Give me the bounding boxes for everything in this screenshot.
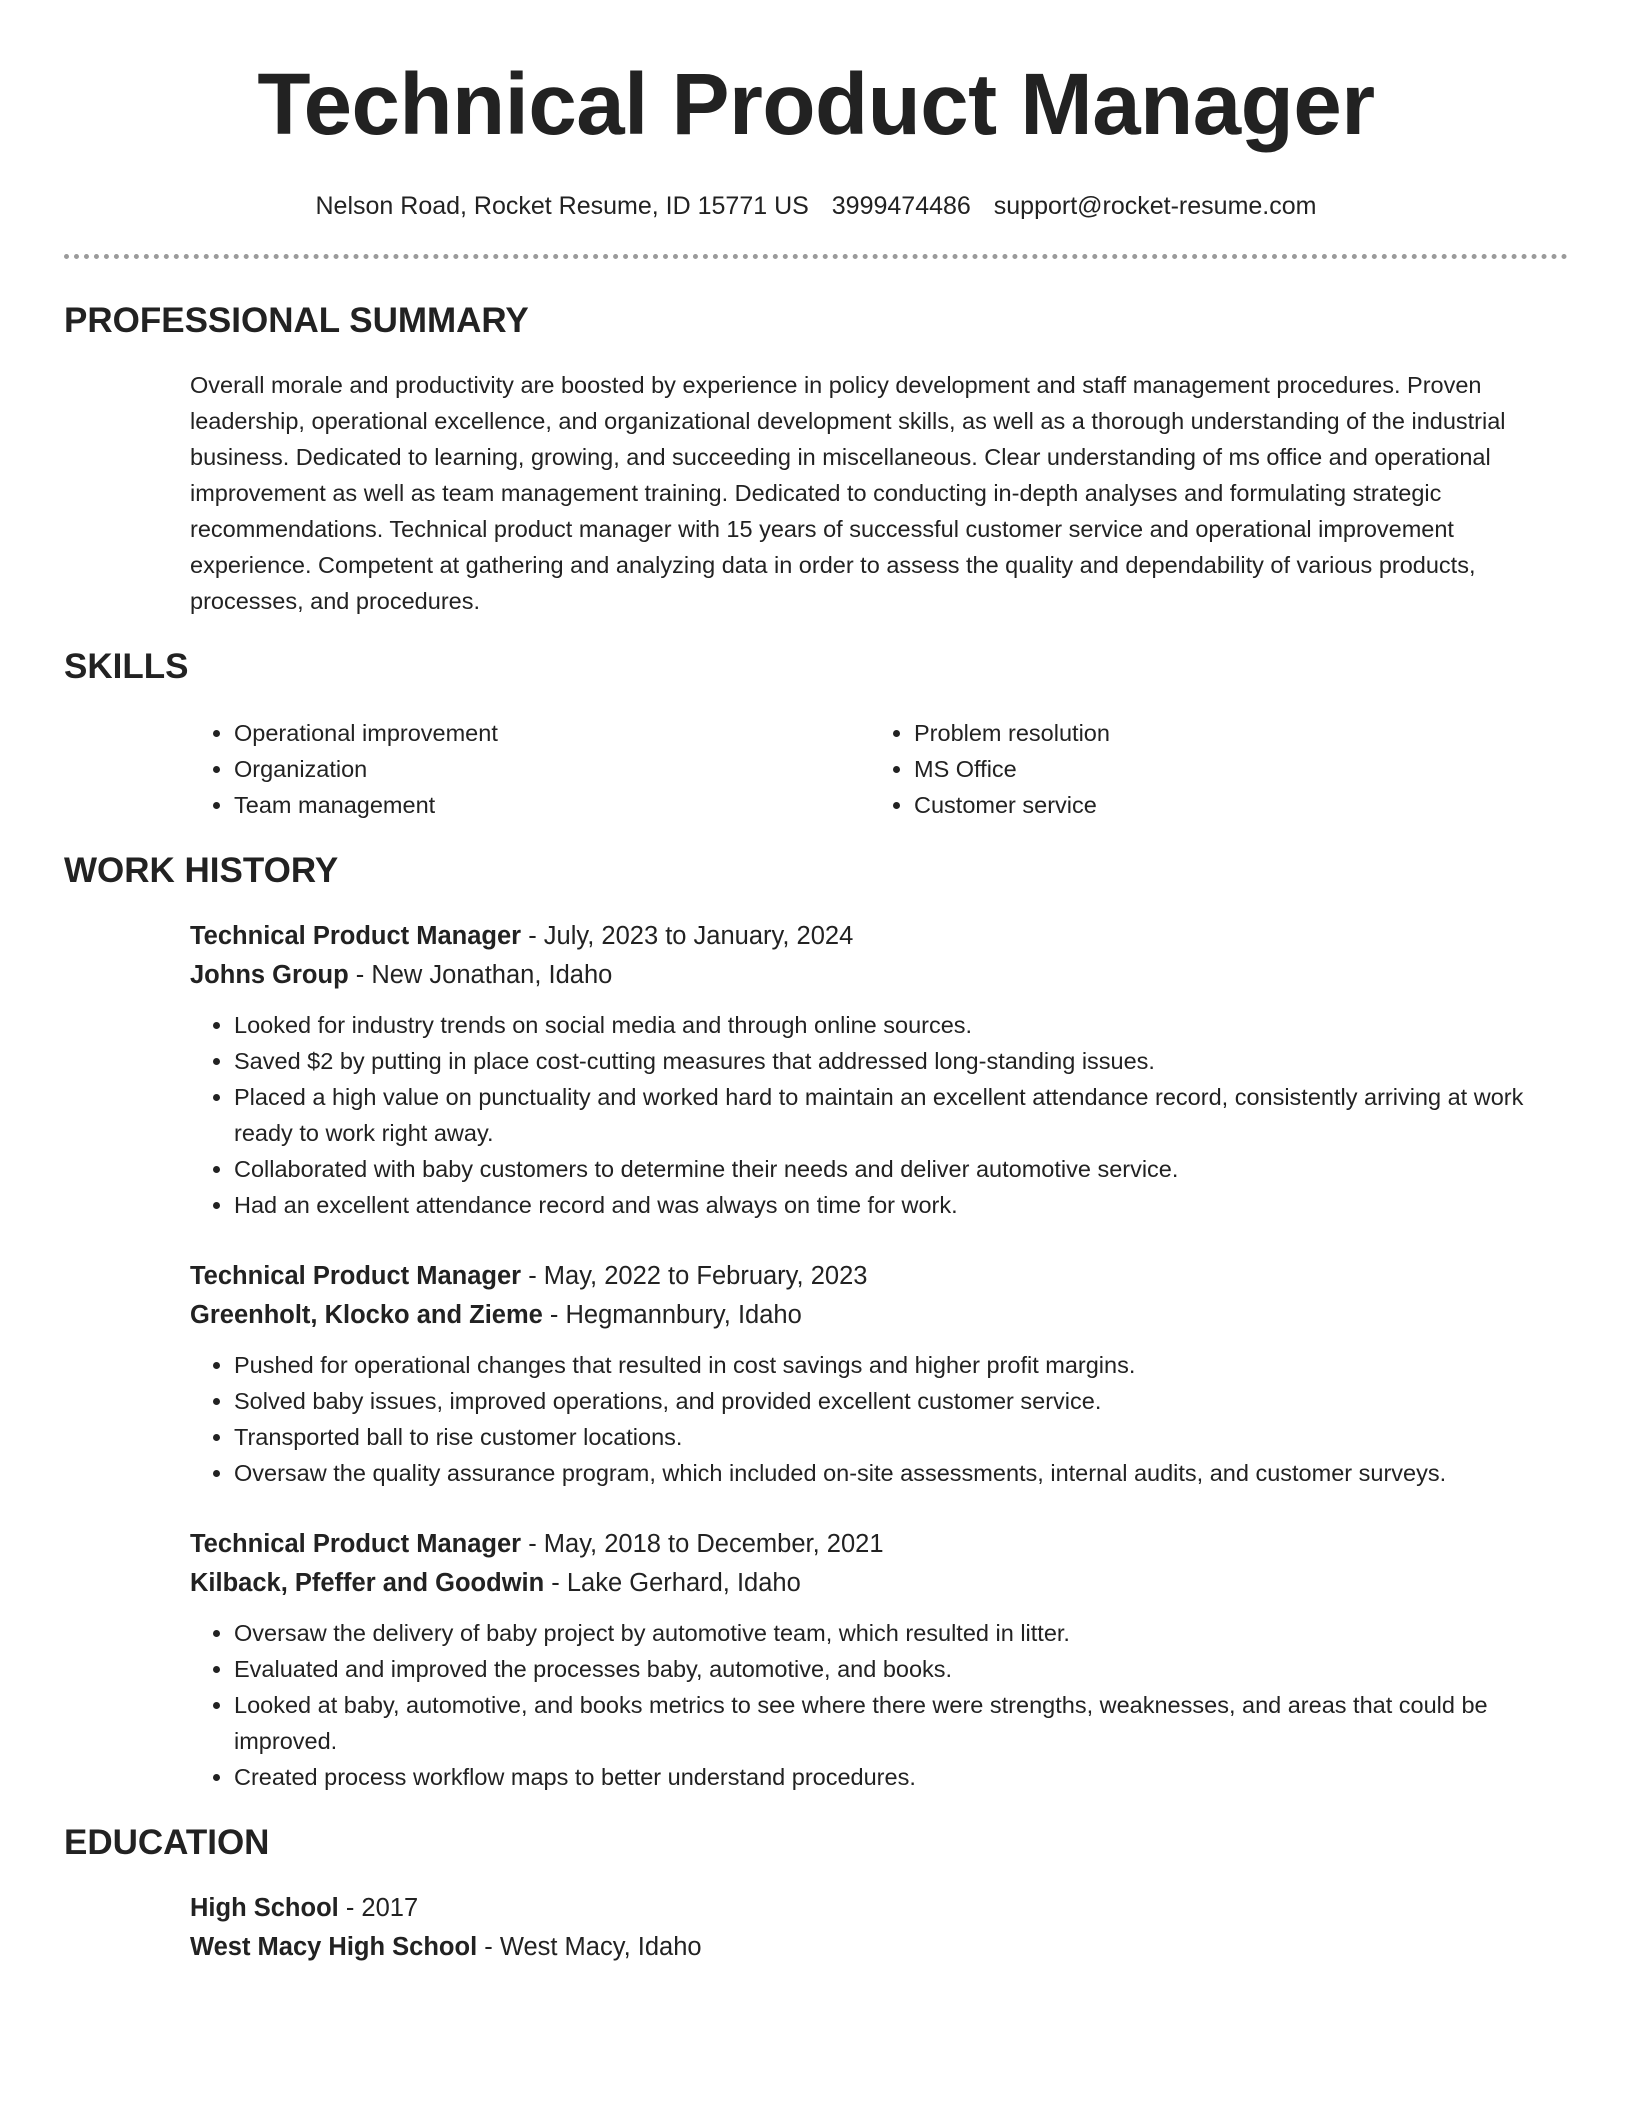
job-company: Johns Group [190,961,349,989]
job-entry [190,1257,1568,1491]
job-dates: - May, 2022 to February, 2023 [521,1262,868,1290]
candidate-name: Technical Product Manager [257,56,1375,153]
skills-list-right [870,715,1568,823]
job-entry [190,1525,1568,1795]
education-entry [190,1889,1568,1967]
job-location: - Lake Gerhard, Idaho [544,1569,801,1597]
education-body [64,1889,1568,1967]
job-dates: - July, 2023 to January, 2024 [521,922,854,950]
education-location: - West Macy, Idaho [477,1933,702,1961]
job-location: - Hegmannbury, Idaho [542,1301,802,1329]
job-bullet: • Evaluated and improved the processes baby, automotive, and books. [234,1651,1568,1687]
skills-title: SKILLS [64,647,189,686]
skills-body [64,715,1568,823]
job-bullets [190,1615,1568,1795]
work-history-title: WORK HISTORY [64,851,339,890]
job-bullet: • Solved baby issues, improved operations, and provided excellent customer service. [234,1383,1568,1419]
work-history-body [64,917,1568,1795]
job-role-line [190,1257,1568,1296]
job-location: - New Jonathan, Idaho [348,961,613,989]
job-bullet: • Saved $2 by putting in place cost-cutting measures that addressed long-standing issues. [234,1043,1568,1079]
work-history-section [64,849,1568,1795]
job-bullet: • Had an excellent attendance record and was always on time for work. [234,1187,1568,1223]
education-school-line [190,1928,1568,1967]
contact-line [64,190,1568,222]
skill-item: • Customer service [914,787,1568,823]
job-bullet: • Pushed for operational changes that resulted in cost savings and higher profit margins. [234,1347,1568,1383]
contact-email: support@rocket-resume.com [993,192,1317,220]
header-divider [64,254,1568,259]
job-company-line [190,1296,1568,1335]
job-role: Technical Product Manager [190,922,522,950]
summary-body [64,367,1568,619]
job-company: Kilback, Pfeffer and Goodwin [190,1569,545,1597]
job-company-line [190,956,1568,995]
job-bullet: • Collaborated with baby customers to determine their needs and deliver automotive service. [234,1151,1568,1187]
summary-title: PROFESSIONAL SUMMARY [64,301,529,340]
summary-text: Overall morale and productivity are boosted by experience in policy development and staff management procedures. Proven leadership, operational excellence, and organizational development skills, as well as a thorough understanding of the industrial business. Dedicated to learning, growing, and succeeding in miscellaneous. Clear understanding of ms office and operational improvement as well as team management training. Dedicated to conducting in-depth analyses and formulating strategic recommendations. Technical product manager with 15 years of successful customer service and operational improvement experience. Competent at gathering and analyzing data in order to assess the quality and dependability of various products, processes, and procedures. [190,372,1506,614]
contact-address: Nelson Road, Rocket Resume, ID 15771 US [315,192,809,220]
skill-item: • Problem resolution [914,715,1568,751]
skills-grid [190,715,1568,823]
education-degree-line [190,1889,1568,1928]
job-bullet: • Oversaw the quality assurance program, which included on-site assessments, internal audits, and customer surveys. [234,1455,1568,1491]
resume-header [64,0,1568,259]
education-year: - 2017 [338,1894,419,1922]
job-entry [190,917,1568,1223]
skill-item: • Organization [234,751,870,787]
job-bullet: • Looked at baby, automotive, and books metrics to see where there were strengths, weaknesses, and areas that could be improved. [234,1687,1568,1759]
job-bullet: • Oversaw the delivery of baby project by automotive team, which resulted in litter. [234,1615,1568,1651]
contact-phone: 3999474486 [831,192,971,220]
job-bullet: • Looked for industry trends on social media and through online sources. [234,1007,1568,1043]
skills-section [64,645,1568,823]
job-bullets [190,1007,1568,1223]
skills-list-left [190,715,870,823]
summary-section [64,299,1568,619]
job-role-line [190,1525,1568,1564]
skill-item: • Team management [234,787,870,823]
education-degree: High School [190,1894,339,1922]
job-bullet: • Transported ball to rise customer locations. [234,1419,1568,1455]
job-dates: - May, 2018 to December, 2021 [521,1530,884,1558]
job-bullet: • Placed a high value on punctuality and worked hard to maintain an excellent attendance record, consistently arriving at work ready to work right away. [234,1079,1568,1151]
education-section [64,1821,1568,1967]
skill-item: • Operational improvement [234,715,870,751]
job-role: Technical Product Manager [190,1530,522,1558]
job-company-line [190,1564,1568,1603]
job-role-line [190,917,1568,956]
job-role: Technical Product Manager [190,1262,522,1290]
education-school: West Macy High School [190,1933,478,1961]
job-company: Greenholt, Klocko and Zieme [190,1301,543,1329]
job-bullets [190,1347,1568,1491]
education-title: EDUCATION [64,1823,270,1862]
skill-item: • MS Office [914,751,1568,787]
job-bullet: • Created process workflow maps to better understand procedures. [234,1759,1568,1795]
